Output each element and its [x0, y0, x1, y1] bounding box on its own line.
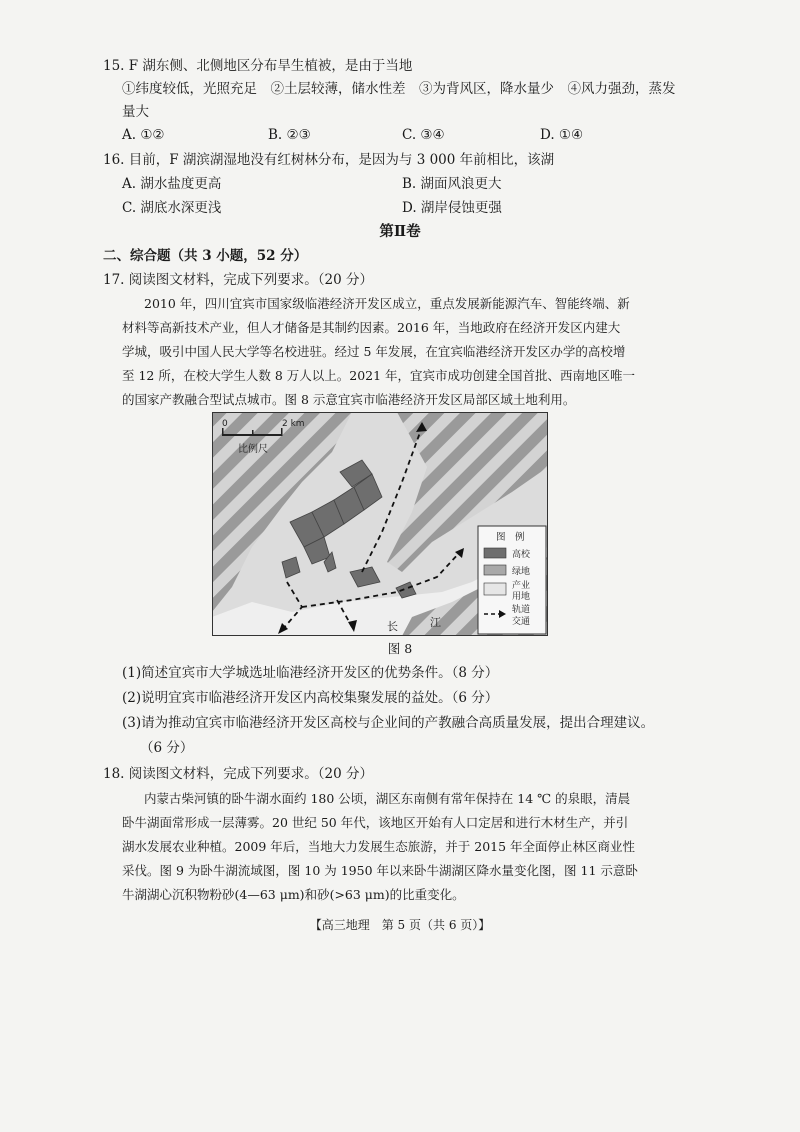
legend-swatch-industrial [484, 583, 506, 595]
q18-stem: 18. 阅读图文材料，完成下列要求。（20 分） [103, 766, 373, 782]
scale-end: 2 km [282, 419, 305, 429]
q15-choice-a: A. ①② [122, 127, 165, 143]
section-title: 第Ⅱ卷 [379, 223, 421, 240]
q16-choice-b: B. 湖面风浪更大 [402, 176, 502, 192]
q15-stem: 15. F 湖东侧、北侧地区分布旱生植被，是由于当地 [103, 58, 413, 74]
scale-label: 比例尺 [238, 444, 268, 455]
q17-para-line: 至 12 所，在校大学生人数 8 万人以上。2021 年，宜宾市成功创建全国首批、西南地区唯一 [122, 368, 636, 383]
legend-swatch-university [484, 548, 506, 558]
legend-swatch-greenland [484, 565, 506, 575]
q18-para-line: 湖水发展农业种植。2009 年后，当地大力发展生态旅游，并于 2015 年全面停止林区商业性 [122, 839, 636, 854]
q15-choice-d: D. ①④ [540, 127, 584, 143]
page-footer: 【高三地理 第 5 页（共 6 页）】 [309, 918, 491, 932]
legend-label: 高校 [512, 550, 531, 560]
q17-subquestion-score: （6 分） [140, 740, 194, 756]
river-label-char: 长 [387, 620, 398, 633]
q16-choice-d: D. 湖岸侵蚀更强 [402, 200, 502, 216]
legend [478, 526, 546, 634]
q17-para-line: 材料等高新技术产业，但人才储备是其制约因素。2016 年，当地政府在经济开发区内建大 [122, 320, 621, 335]
river-label-char: 江 [430, 616, 441, 629]
q18-para-line: 采伐。图 9 为卧牛湖流域图，图 10 为 1950 年以来卧牛湖湖区降水量变化图，图 11 示意卧 [122, 863, 638, 878]
q16-choice-a: A. 湖水盐度更高 [122, 176, 222, 192]
legend-label: 产业 [512, 581, 531, 591]
q18-para-line: 牛湖湖心沉积物粉砂(4—63 μm)和砂(>63 μm)的比重变化。 [122, 887, 465, 902]
q17-stem: 17. 阅读图文材料，完成下列要求。（20 分） [103, 272, 373, 288]
scale-start: 0 [222, 419, 228, 429]
q15-choice-b: B. ②③ [268, 127, 311, 143]
legend-label: 轨道 [512, 605, 531, 615]
q18-para-line: 内蒙古柴河镇的卧牛湖水面约 180 公顷，湖区东南侧有常年保持在 14 ℃ 的泉眼，清晨 [144, 791, 631, 806]
q16-stem: 16. 目前，F 湖滨湖湿地没有红树林分布，是因为与 3 000 年前相比，该湖 [103, 152, 555, 168]
section-heading: 二、综合题（共 3 小题，52 分） [103, 248, 308, 264]
q17-subquestion: (1)简述宜宾市大学城选址临港经济开发区的优势条件。（8 分） [122, 665, 499, 681]
q15-options-line2: 量大 [122, 104, 149, 120]
q17-subquestion: (3)请为推动宜宾市临港经济开发区高校与企业间的产教融合高质量发展，提出合理建议。 [122, 715, 655, 731]
q17-subquestion: (2)说明宜宾市临港经济开发区内高校集聚发展的益处。（6 分） [122, 690, 499, 706]
q17-para-line: 的国家产教融合型试点城市。图 8 示意宜宾市临港经济开发区局部区域土地利用。 [122, 392, 576, 407]
figure-caption: 图 8 [387, 641, 413, 656]
legend-label: 用地 [512, 592, 531, 602]
q15-choice-c: C. ③④ [402, 127, 445, 143]
legend-title: 图 例 [496, 532, 525, 543]
legend-label: 绿地 [512, 567, 531, 577]
land-use-map [212, 412, 548, 636]
q16-choice-c: C. 湖底水深更浅 [122, 200, 222, 216]
q18-para-line: 卧牛湖面常形成一层薄雾。20 世纪 50 年代，该地区开始有人口定居和进行木材生产，并引 [122, 815, 629, 830]
q17-para-line: 2010 年，四川宜宾市国家级临港经济开发区成立，重点发展新能源汽车、智能终端、新 [144, 296, 630, 311]
q17-para-line: 学城，吸引中国人民大学等名校进驻。经过 5 年发展，在宜宾临港经济开发区办学的高校增 [122, 344, 626, 359]
q15-options-line1: ①纬度较低，光照充足 ②土层较薄，储水性差 ③为背风区，降水量少 ④风力强劲，蒸发 [122, 81, 676, 97]
legend-label: 交通 [512, 617, 531, 627]
